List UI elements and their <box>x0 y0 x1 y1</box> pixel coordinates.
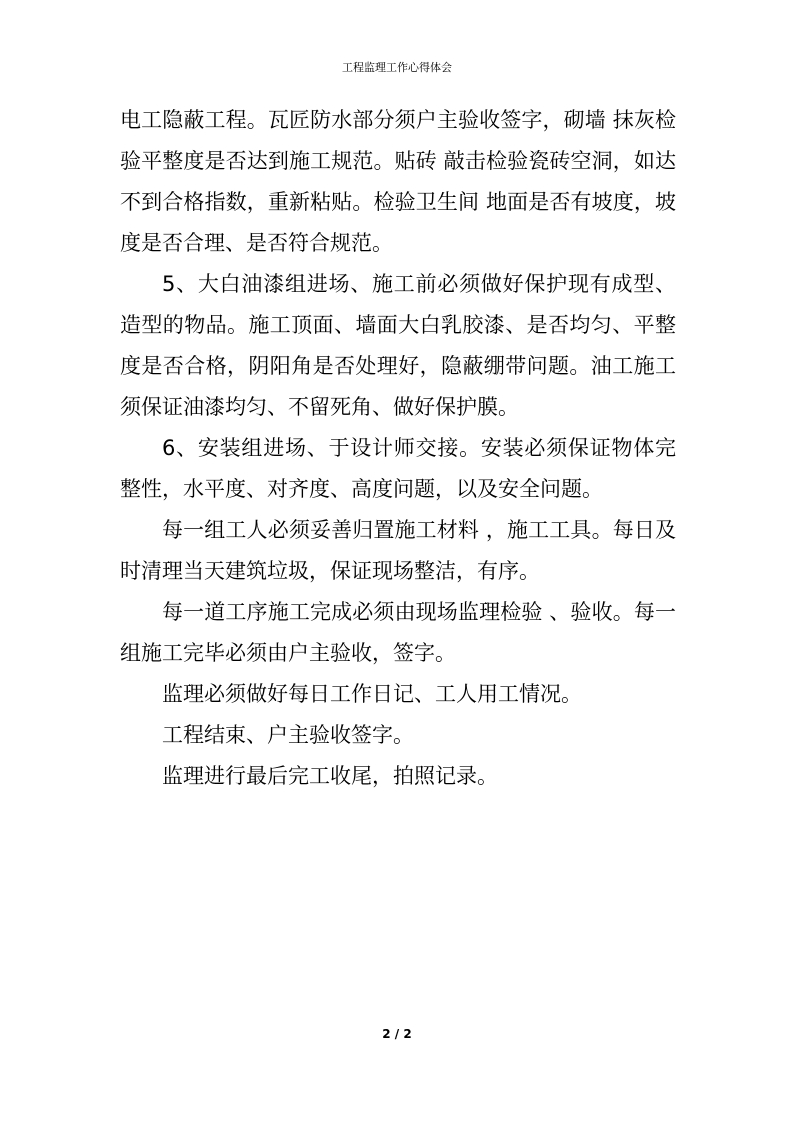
paragraph-installation-group: 6、安装组进场、于设计师交接。安装必须保证物体完整性，水平度、对齐度、高度问题，以及安全问题。 <box>120 436 676 501</box>
paragraph-final-photos: 监理进行最后完工收尾，拍照记录。 <box>162 764 498 788</box>
paragraph-painting-group: 5、大白油漆组进场、施工前必须做好保护现有成型、造型的物品。施工顶面、墙面大白乳胶漆、是否均匀、平整度是否合格，阴阳角是否处理好，隐蔽绷带问题。油工施工须保证油漆均匀、不留死角、做好保护膜。 <box>120 272 676 419</box>
paragraph-continued: 电工隐蔽工程。瓦匠防水部分须户主验收签字，砌墙 抹灰检验平整度是否达到施工规范。贴砖 敲击检验瓷砖空洞，如达不到合格指数，重新粘贴。检验卫生间 地面是否有坡度，坡度是否合理、是否符合规范。 <box>120 108 676 255</box>
paragraph-daily-log: 监理必须做好每日工作日记、工人用工情况。 <box>162 682 582 706</box>
page-number: 2 / 2 <box>382 1027 412 1041</box>
page-header: 工程监理工作心得体会 <box>342 61 452 74</box>
paragraph-worker-cleanup: 每一组工人必须妥善归置施工材料 ，施工工具。每日及时清理当天建筑垃圾，保证现场整洁，有序。 <box>120 518 676 583</box>
paragraph-inspection-acceptance: 每一道工序施工完成必须由现场监理检验 、验收。每一组施工完毕必须由户主验收，签字。 <box>120 600 676 665</box>
document-body <box>120 100 676 797</box>
paragraph-project-completion: 工程结束、户主验收签字。 <box>162 723 414 747</box>
